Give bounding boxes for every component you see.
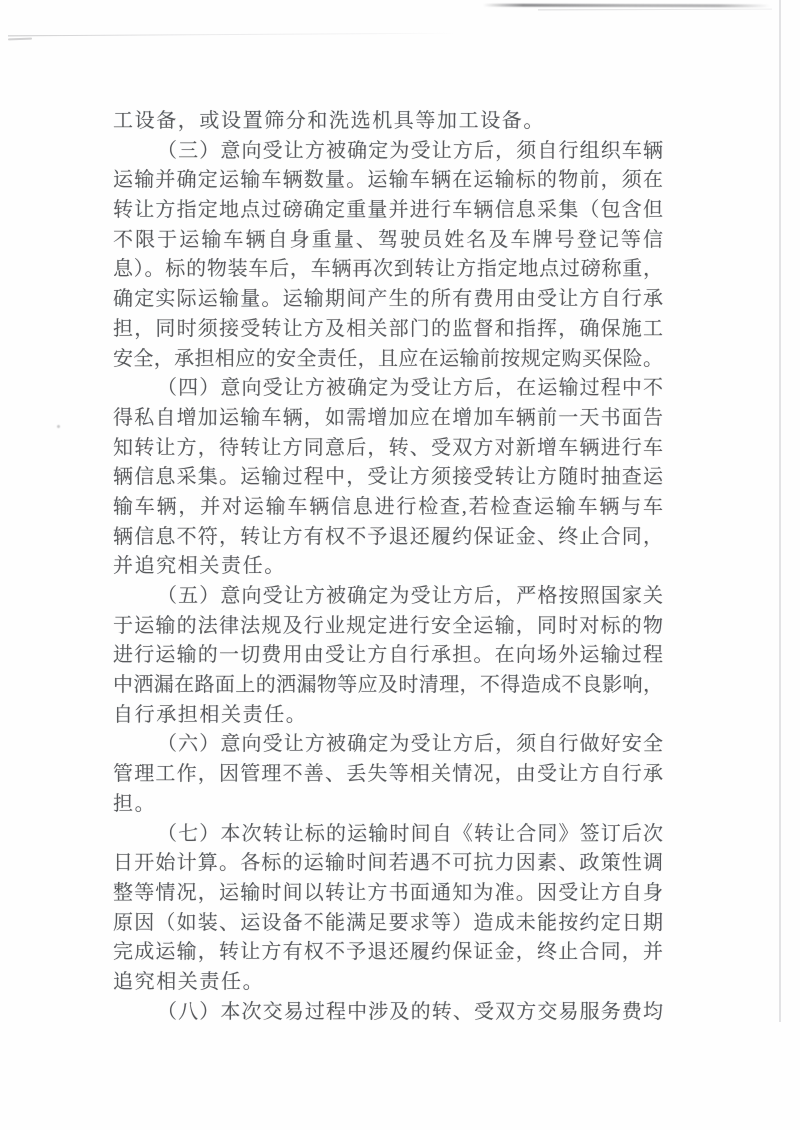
- scan-artifact-top-right-hairline: [538, 9, 772, 11]
- text-line: 工设备，或设置筛分和洗选机具等加工设备。: [113, 110, 545, 132]
- text-line: （六）意向受让方被确定为受让方后，须自行做好安全: [157, 733, 663, 756]
- text-line: 追究相关责任。: [113, 970, 265, 993]
- text-line: 辆信息不符，转让方有权不予退还履约保证金、终止合同，: [113, 525, 663, 548]
- text-line: 知转让方，待转让方同意后，转、受双方对新增车辆进行车: [113, 436, 663, 459]
- text-line: 于运输的法律法规及行业规定进行安全运输，同时对标的物: [113, 614, 663, 637]
- scan-artifact-top-streak: [483, 4, 770, 8]
- scan-artifact-right-edge-line: [779, 0, 781, 1022]
- text-line: 息）。标的物装车后，车辆再次到转让方指定地点过磅称重，: [113, 258, 663, 281]
- scan-artifact-speckle: [57, 425, 60, 428]
- scan-artifact-left-blip: [8, 38, 32, 41]
- text-line: 不限于运输车辆自身重量、驾驶员姓名及车牌号登记等信: [113, 228, 663, 251]
- text-line: （五）意向受让方被确定为受让方后，严格按照国家关: [157, 585, 663, 607]
- text-line: 整等情况，运输时间以转让方书面通知为准。因受让方自身: [113, 881, 663, 904]
- text-line: （八）本次交易过程中涉及的转、受双方交易服务费均: [157, 1000, 663, 1023]
- text-line: 日开始计算。各标的运输时间若遇不可抗力因素、政策性调: [113, 852, 663, 875]
- text-line: 得私自增加运输车辆，如需增加应在增加车辆前一天书面告: [113, 406, 663, 429]
- text-line: 原因（如装、运设备不能满足要求等）造成未能按约定日期: [113, 911, 663, 934]
- text-line: 输车辆，并对运输车辆信息进行检查,若检查运输车辆与车: [113, 495, 663, 518]
- text-line: 安全，承担相应的安全责任，且应在运输前按规定购买保险。: [113, 347, 663, 370]
- text-line: 并追究相关责任。: [113, 555, 286, 578]
- text-line: （四）意向受让方被确定为受让方后，在运输过程中不: [157, 377, 663, 400]
- text-line: 自行承担相关责任。: [113, 703, 308, 726]
- text-line: 管理工作，因管理不善、丢失等相关情况，由受让方自行承: [113, 763, 663, 786]
- text-line: 运输并确定运输车辆数量。运输车辆在运输标的物前，须在: [113, 169, 663, 192]
- text-line: 担，同时须接受转让方及相关部门的监督和指挥，确保施工: [113, 317, 663, 340]
- text-line: 进行运输的一切费用由受让方自行承担。在向场外运输过程: [113, 644, 663, 667]
- text-line: 完成运输，转让方有权不予退还履约保证金，终止合同，并: [113, 941, 663, 964]
- text-line: 担。: [113, 792, 157, 815]
- text-line: 辆信息采集。运输过程中，受让方须接受转让方随时抽查运: [113, 466, 663, 489]
- text-line: （三）意向受让方被确定为受让方后，须自行组织车辆: [157, 139, 663, 162]
- text-line: （七）本次转让标的运输时间自《转让合同》签订后次: [157, 822, 663, 845]
- scan-artifact-upper-hairline: [8, 33, 460, 37]
- text-line: 转让方指定地点过磅确定重量并进行车辆信息采集（包含但: [113, 199, 663, 222]
- text-line: 确定实际运输量。运输期间产生的所有费用由受让方自行承: [113, 288, 663, 311]
- text-line: 中洒漏在路面上的洒漏物等应及时清理，不得造成不良影响，: [113, 674, 663, 697]
- document-body: [113, 107, 663, 1027]
